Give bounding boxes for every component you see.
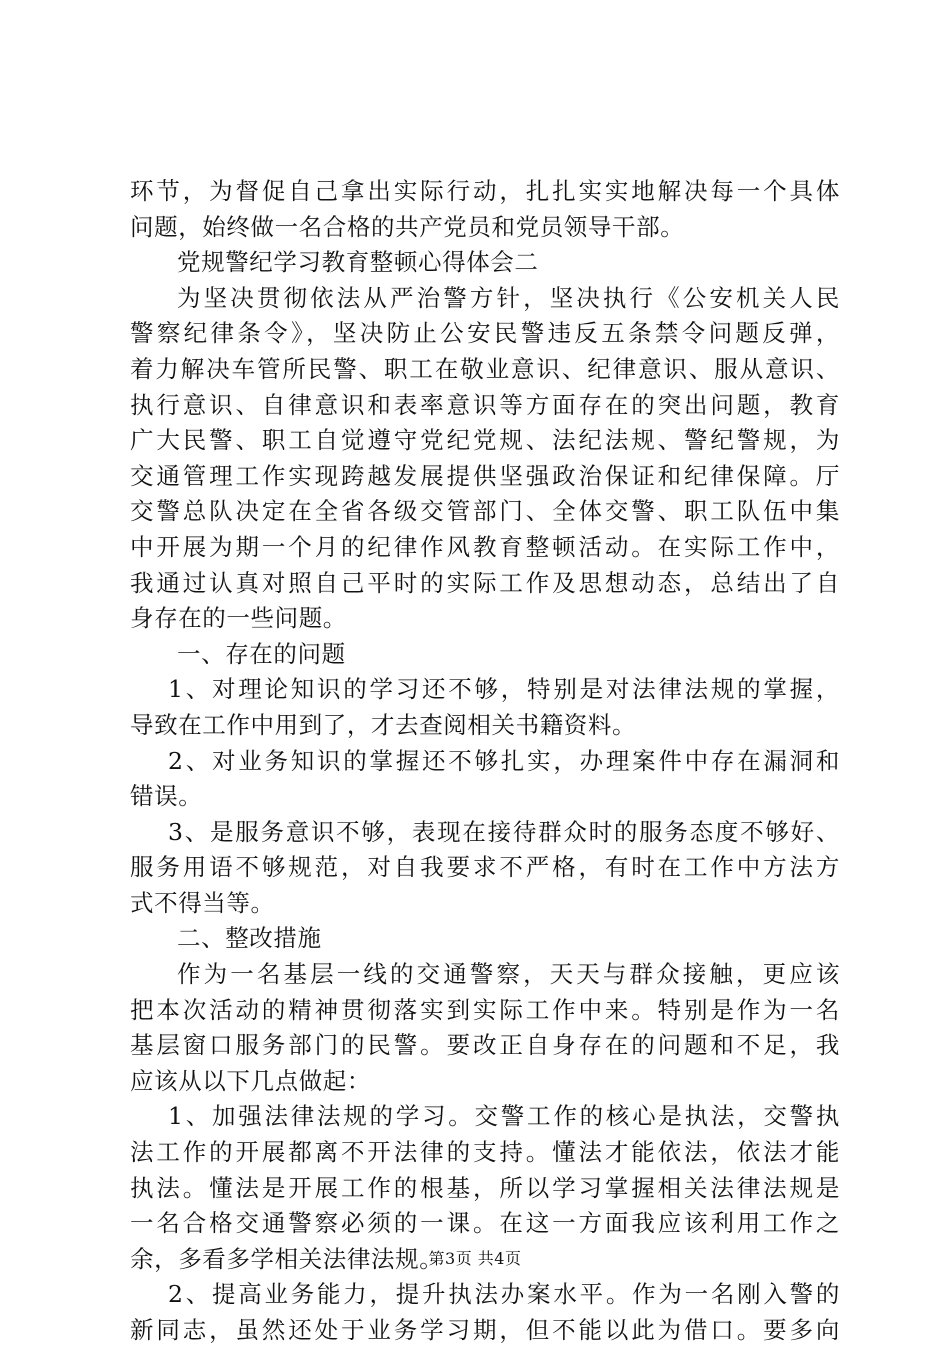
text-line: 着力解决车管所民警、职工在敬业意识、纪律意识、服从意识、 <box>130 354 840 383</box>
text-line: 1、对理论知识的学习还不够，特别是对法律法规的掌握， <box>168 675 840 704</box>
text-line: 应该从以下几点做起： <box>130 1066 371 1095</box>
text-line: 为坚决贯彻依法从严治警方针，坚决执行《公安机关人民 <box>177 283 840 312</box>
text-line: 1、加强法律法规的学习。交警工作的核心是执法，交警执 <box>168 1102 840 1131</box>
text-line: 新同志，虽然还处于业务学习期，但不能以此为借口。要多向 <box>130 1316 840 1344</box>
text-line: 中开展为期一个月的纪律作风教育整顿活动。在实际工作中， <box>130 532 840 561</box>
text-line: 问题，始终做一名合格的共产党员和党员领导干部。 <box>130 212 685 241</box>
section-heading: 一、存在的问题 <box>177 639 346 668</box>
document-body <box>130 174 840 1349</box>
text-line: 交警总队决定在全省各级交管部门、全体交警、职工队伍中集 <box>130 497 840 526</box>
text-line: 2、提高业务能力，提升执法办案水平。作为一名刚入警的 <box>168 1280 840 1309</box>
text-line: 法工作的开展都离不开法律的支持。懂法才能依法，依法才能 <box>130 1138 840 1167</box>
text-line: 导致在工作中用到了，才去查阅相关书籍资料。 <box>130 710 637 739</box>
text-line: 环节，为督促自己拿出实际行动，扎扎实实地解决每一个具体 <box>130 177 840 205</box>
page-number-footer: 第3页 共4页 <box>428 1249 522 1268</box>
text-line: 作为一名基层一线的交通警察，天天与群众接触，更应该 <box>177 960 840 989</box>
text-line: 错误。 <box>130 782 203 811</box>
text-line: 3、是服务意识不够，表现在接待群众时的服务态度不够好、 <box>168 817 840 846</box>
text-line: 基层窗口服务部门的民警。要改正自身存在的问题和不足，我 <box>130 1031 840 1060</box>
text-line: 我通过认真对照自己平时的实际工作及思想动态，总结出了自 <box>130 568 840 597</box>
text-line: 执行意识、自律意识和表率意识等方面存在的突出问题，教育 <box>130 390 840 419</box>
text-line: 警察纪律条令》，坚决防止公安民警违反五条禁令问题反弹， <box>130 319 840 348</box>
section-heading: 二、整改措施 <box>177 924 322 953</box>
text-line: 服务用语不够规范，对自我要求不严格，有时在工作中方法方 <box>130 853 840 882</box>
text-line: 交通管理工作实现跨越发展提供坚强政治保证和纪律保障。厅 <box>130 461 840 490</box>
text-line: 把本次活动的精神贯彻落实到实际工作中来。特别是作为一名 <box>130 995 840 1024</box>
text-line: 执法。懂法是开展工作的根基，所以学习掌握相关法律法规是 <box>130 1173 840 1202</box>
text-line: 广大民警、职工自觉遵守党纪党规、法纪法规、警纪警规，为 <box>130 426 840 455</box>
text-line: 一名合格交通警察必须的一课。在这一方面我应该利用工作之 <box>130 1209 840 1238</box>
text-line: 余，多看多学相关法律法规。 <box>130 1244 444 1273</box>
text-line: 身存在的一些问题。 <box>130 604 347 633</box>
text-line: 2、对业务知识的掌握还不够扎实，办理案件中存在漏洞和 <box>168 746 840 775</box>
section-heading: 党规警纪学习教育整顿心得体会二 <box>177 248 539 277</box>
text-line: 式不得当等。 <box>130 888 275 917</box>
